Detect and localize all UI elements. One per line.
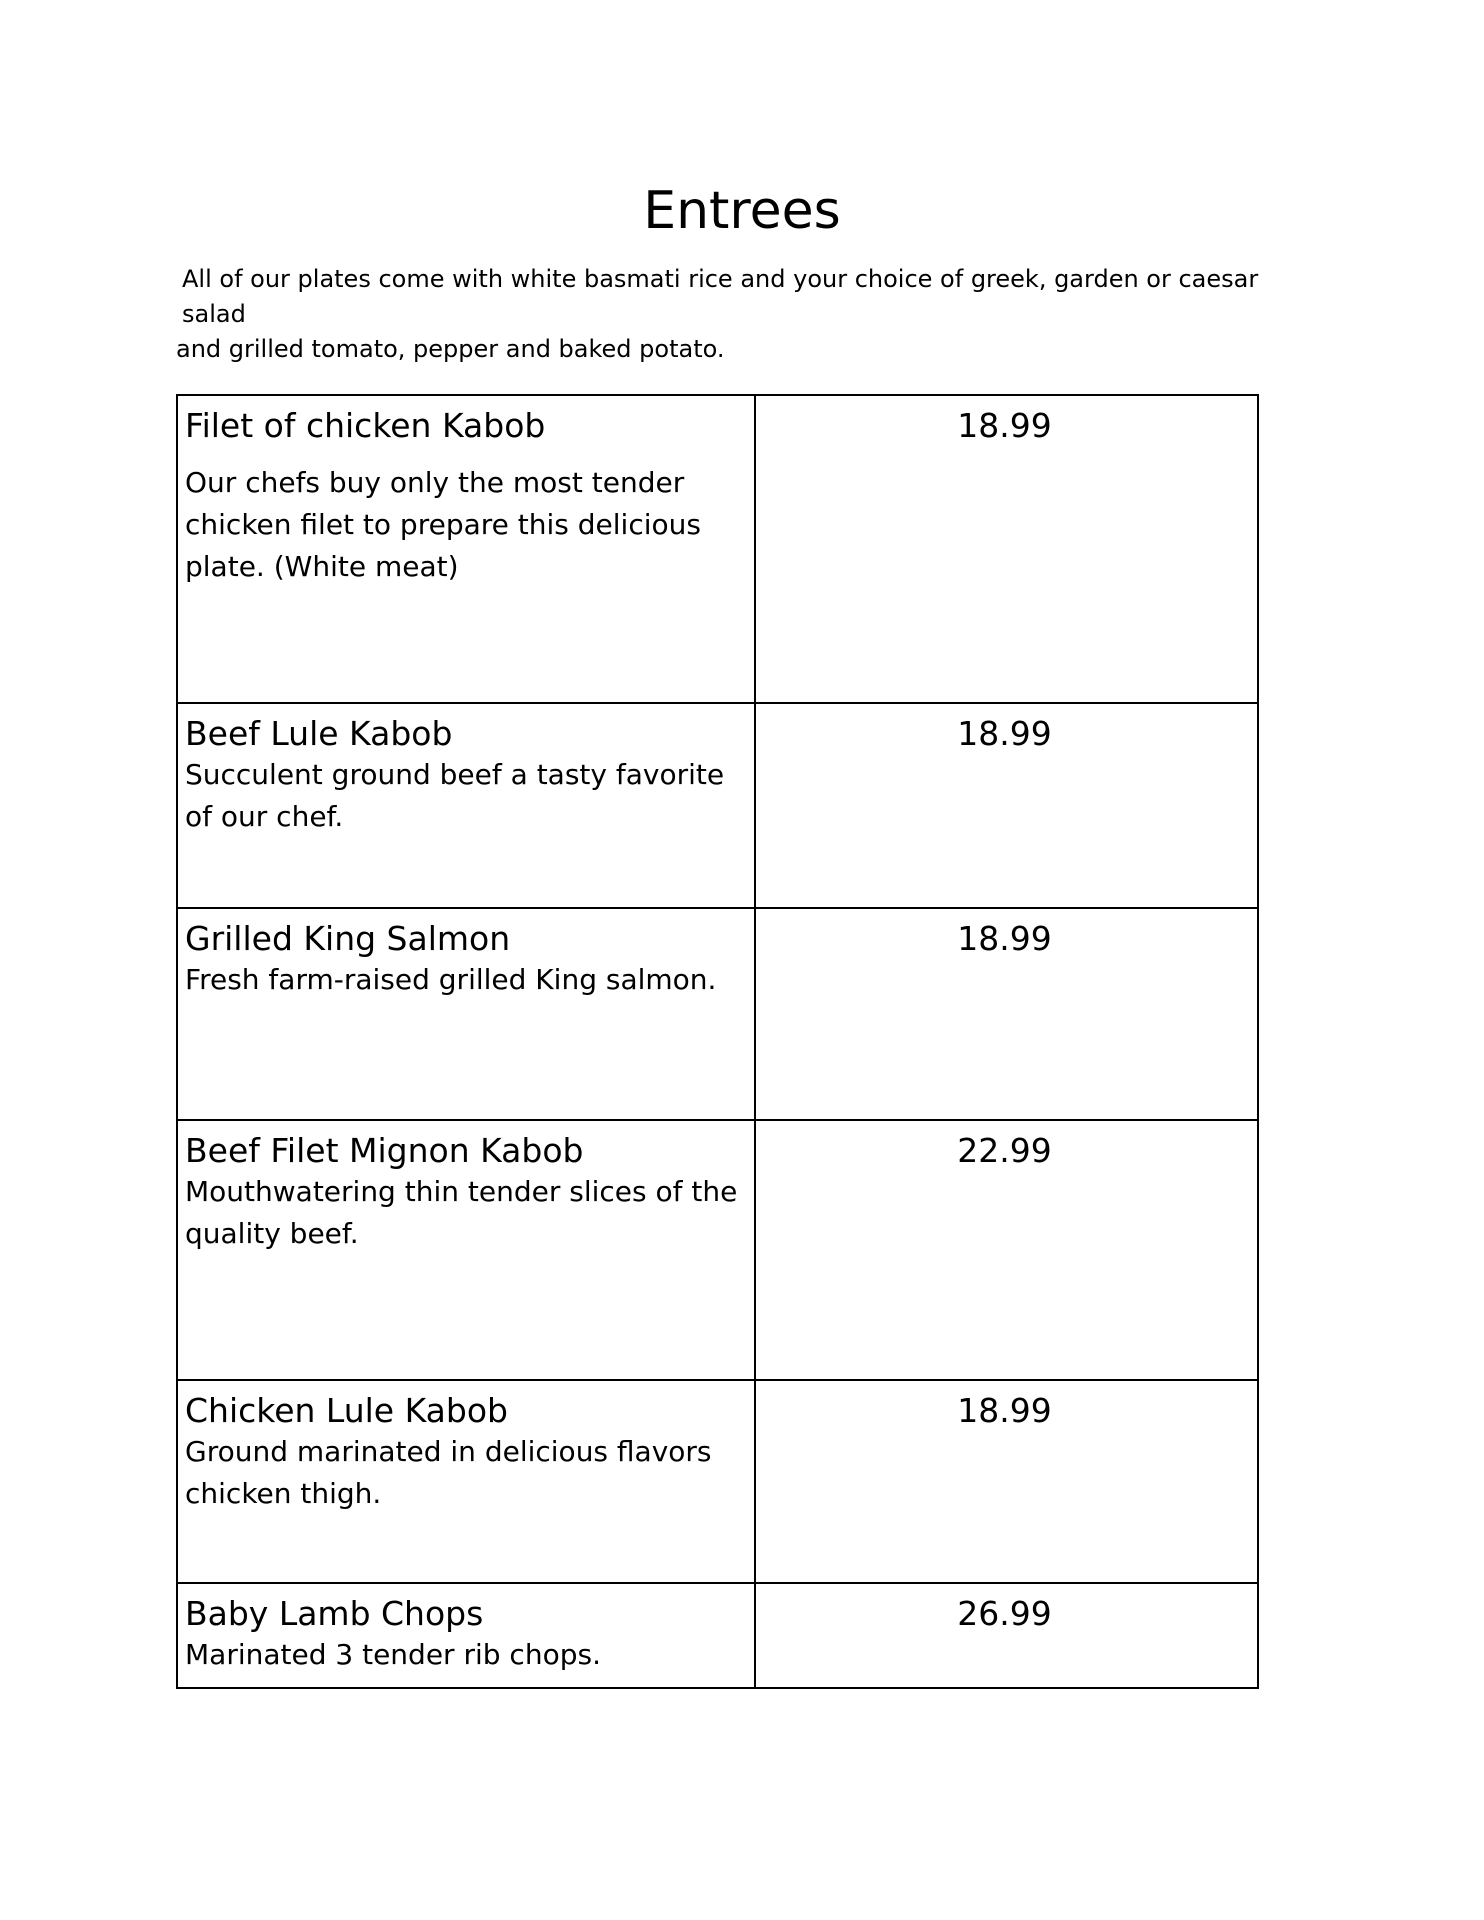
item-description: Our chefs buy only the most tender chicken filet to prepare this delicious plate. (White meat)	[185, 466, 701, 583]
item-price: 18.99	[957, 1391, 1052, 1430]
item-name: Beef Filet Mignon Kabob	[185, 1131, 584, 1170]
item-description: Mouthwatering thin tender slices of the quality beef.	[185, 1175, 738, 1250]
item-cell	[177, 908, 755, 1120]
intro-line-2: and grilled tomato, pepper and baked potato.	[176, 335, 725, 363]
item-price: 18.99	[957, 714, 1052, 753]
menu-row	[177, 703, 1258, 908]
item-description: Fresh farm-raised grilled King salmon.	[185, 963, 717, 996]
item-price: 26.99	[957, 1594, 1052, 1633]
price-cell	[755, 1120, 1258, 1380]
price-cell	[755, 1583, 1258, 1688]
price-cell	[755, 1380, 1258, 1583]
item-name: Chicken Lule Kabob	[185, 1391, 508, 1430]
price-cell	[755, 908, 1258, 1120]
intro-line-1: All of our plates come with white basmati rice and your choice of greek, garden or caesar salad	[182, 265, 1259, 328]
item-cell	[177, 395, 755, 703]
item-price: 22.99	[957, 1131, 1052, 1170]
menu-row	[177, 1583, 1258, 1688]
item-description: Ground marinated in delicious flavors chicken thigh.	[185, 1435, 712, 1510]
menu-row	[177, 1120, 1258, 1380]
item-cell	[177, 1583, 755, 1688]
item-price: 18.99	[957, 919, 1052, 958]
menu-row	[177, 1380, 1258, 1583]
item-description: Marinated 3 tender rib chops.	[185, 1638, 601, 1671]
item-name: Beef Lule Kabob	[185, 714, 453, 753]
menu-table	[176, 394, 1259, 1689]
price-cell	[755, 703, 1258, 908]
item-name: Grilled King Salmon	[185, 919, 511, 958]
item-cell	[177, 1120, 755, 1380]
item-cell	[177, 703, 755, 908]
item-price: 18.99	[957, 406, 1052, 445]
page-title: Entrees	[643, 181, 841, 241]
item-description: Succulent ground beef a tasty favorite of our chef.	[185, 758, 725, 833]
item-name: Baby Lamb Chops	[185, 1594, 484, 1633]
price-cell	[755, 395, 1258, 703]
menu-row	[177, 908, 1258, 1120]
menu-row	[177, 395, 1258, 703]
item-name: Filet of chicken Kabob	[185, 406, 546, 445]
item-cell	[177, 1380, 755, 1583]
intro-text	[176, 262, 1326, 367]
